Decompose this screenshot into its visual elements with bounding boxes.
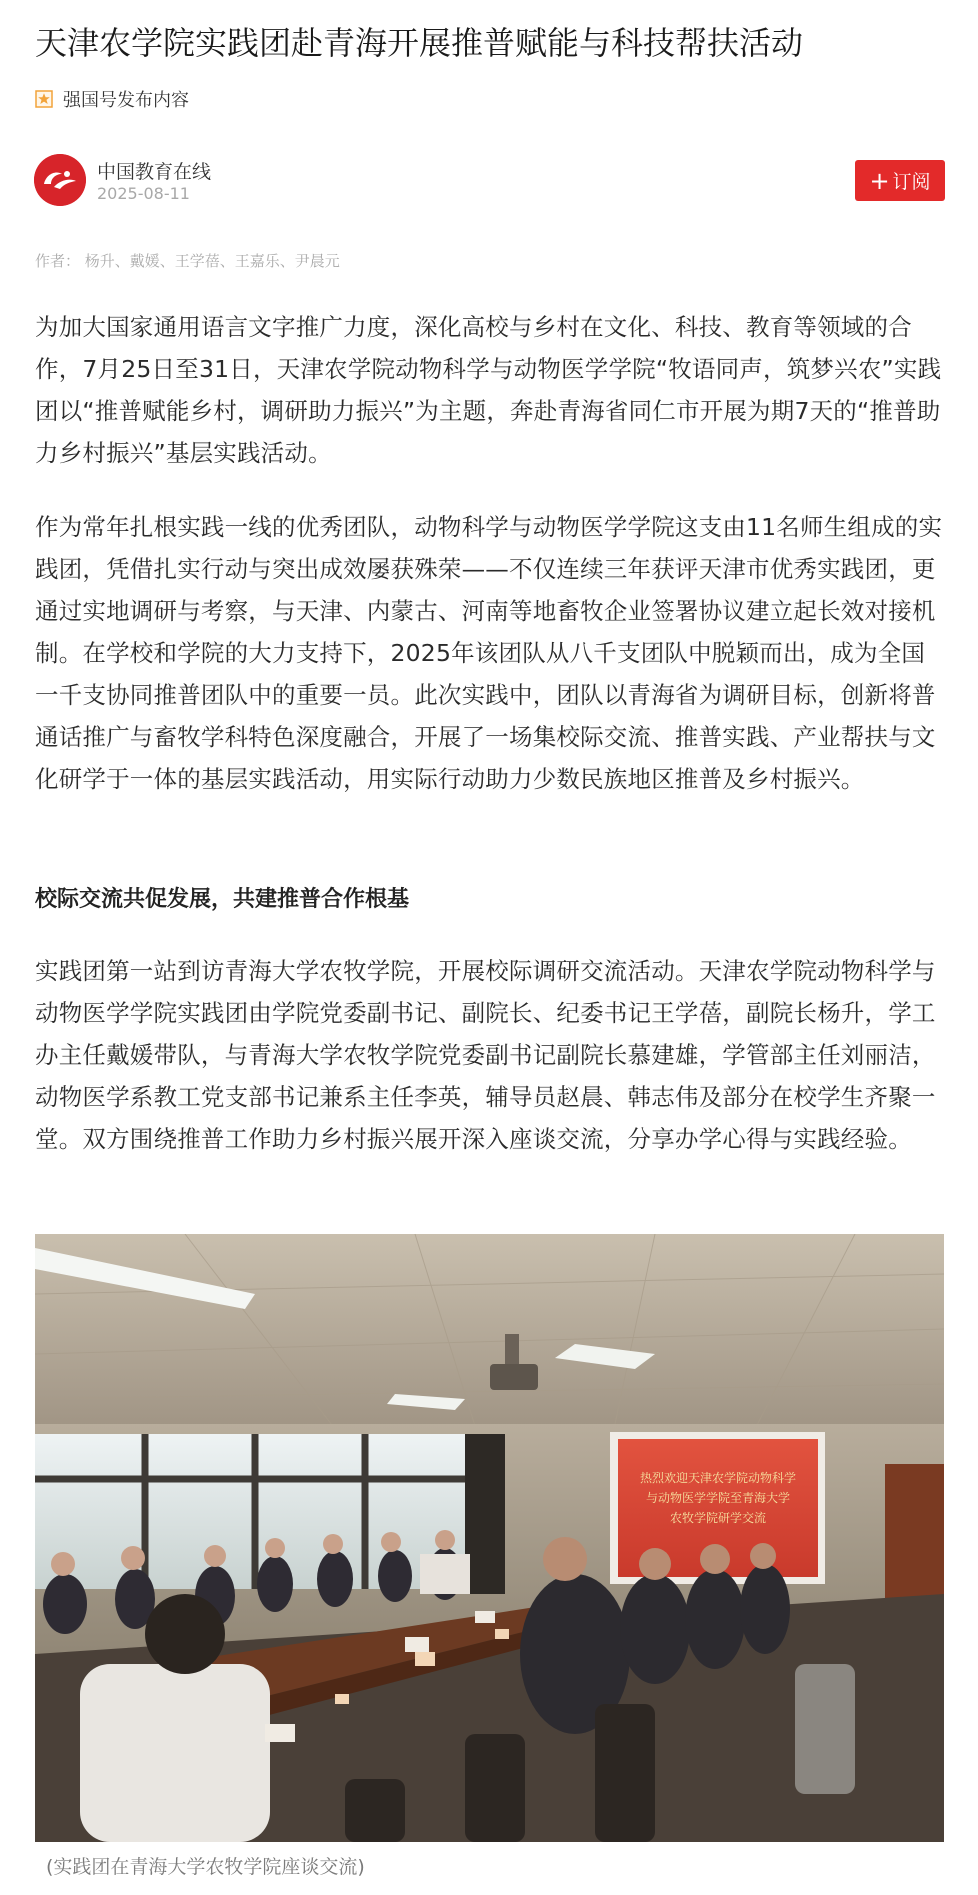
publisher-avatar[interactable] (34, 154, 86, 206)
banner-line: 热烈欢迎天津农学院动物科学 (639, 1471, 797, 1485)
photo-caption: (实践团在青海大学农牧学院座谈交流) (46, 1856, 365, 1878)
paragraph: 为加大国家通用语言文字推广力度，深化高校与乡村在文化、科技、教育等领域的合作，7月25日至31日，天津农学院动物科学与动物医学学院“牧语同声，筑梦兴农”实践团以“推普赋能乡村，调研助力振兴”为主题，奔赴青海省同仁市开展为期7天的“推普助力乡村振兴”基层实践活动。 (35, 313, 942, 467)
authors-line: 作者： 杨升、戴媛、王学蓓、王嘉乐、尹晨元 (35, 252, 340, 270)
banner-line: 与动物医学学院至青海大学 (645, 1491, 791, 1505)
publish-date: 2025-08-11 (97, 184, 190, 203)
article-title: 天津农学院实践团赴青海开展推普赋能与科技帮扶活动 (35, 24, 804, 62)
subscribe-button[interactable] (855, 160, 945, 201)
paragraph: 实践团第一站到访青海大学农牧学院，开展校际调研交流活动。天津农学院动物科学与动物医学学院实践团由学院党委副书记、副院长、纪委书记王学蓓，副院长杨升，学工办主任戴媛带队，与青海大学农牧学院党委副书记副院长慕建雄，学管部主任刘丽洁，动物医学系教工党支部书记兼系主任李英，辅导员赵晨、韩志伟及部分在校学生齐聚一堂。双方围绕推普工作助力乡村振兴展开深入座谈交流，分享办学心得与实践经验。 (35, 957, 936, 1153)
publisher-name[interactable]: 中国教育在线 (97, 161, 212, 183)
banner-line: 农牧学院研学交流 (669, 1511, 767, 1525)
plus-icon: + (869, 166, 890, 195)
star-badge-icon (35, 90, 53, 108)
source-row (35, 86, 189, 112)
subscribe-label: 订阅 (892, 171, 931, 193)
meeting-photo (35, 1234, 944, 1842)
source-label: 强国号发布内容 (63, 90, 189, 111)
paragraph: 作为常年扎根实践一线的优秀团队，动物科学与动物医学学院这支由11名师生组成的实践团，凭借扎实行动与突出成效屡获殊荣——不仅连续三年获评天津市优秀实践团，更通过实地调研与考察，与天津、内蒙古、河南等地畜牧企业签署协议建立起长效对接机制。在学校和学院的大力支持下，2025年该团队从八千支团队中脱颖而出，成为全国一千支协同推普团队中的重要一员。此次实践中，团队以青海省为调研目标，创新将普通话推广与畜牧学科特色深度融合，开展了一场集校际交流、推普实践、产业帮扶与文化研学于一体的基层实践活动，用实际行动助力少数民族地区推普及乡村振兴。 (35, 513, 943, 793)
section-heading: 校际交流共促发展，共建推普合作根基 (35, 887, 410, 912)
